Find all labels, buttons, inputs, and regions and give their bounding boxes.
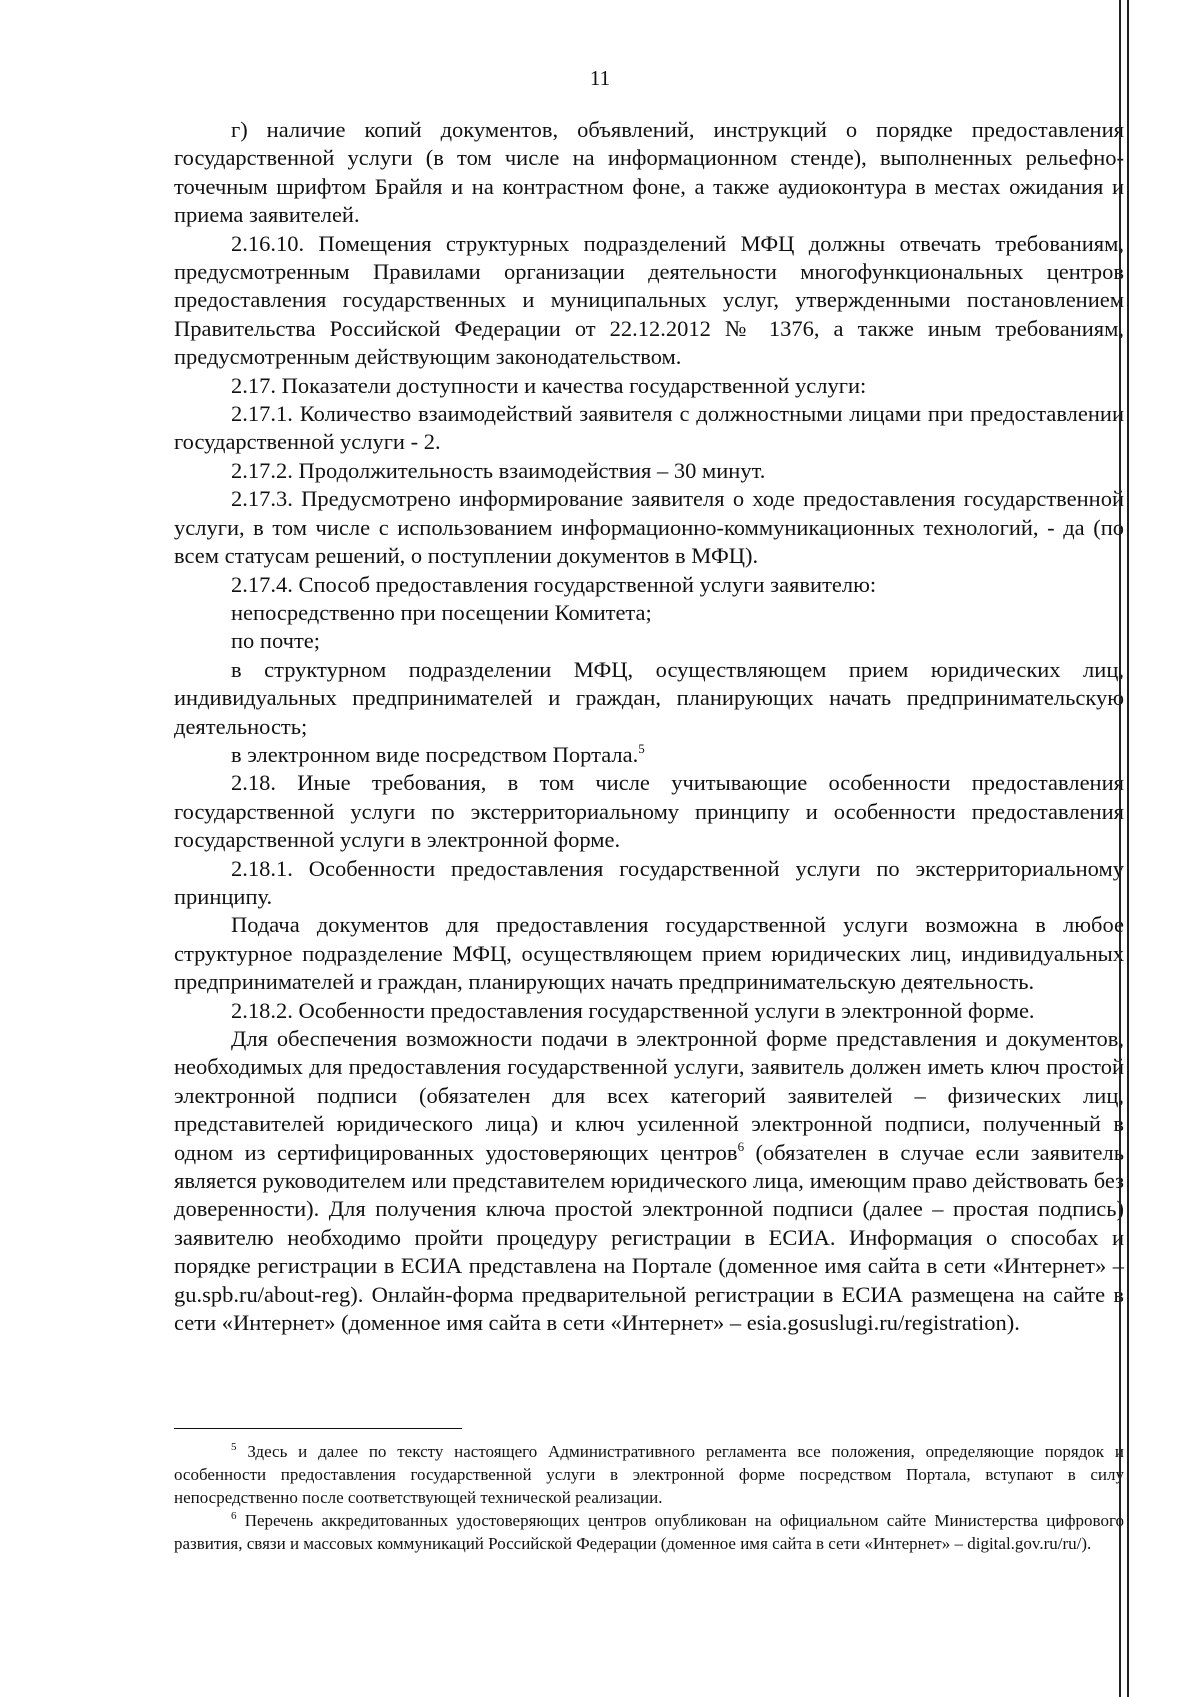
footnote-6-text: Перечень аккредитованных удостоверяющих центров опубликован на официальном сайте Министерства цифрового развития, связи и массовых коммуникаций Российской Федерации (доменное имя сайта в сети «Интернет» – digital.gov.ru/ru/). <box>174 1511 1124 1553</box>
list-item-mail: по почте; <box>231 628 321 654</box>
paragraph-2-18: 2.18. Иные требования, в том числе учитывающие особенности предоставления государственной услуги по экстерриториальному принципу и особенности предоставления государственной услуги в электронной форме. <box>174 770 1124 853</box>
footnote-6 <box>174 1509 1124 1555</box>
footnote-separator <box>174 1428 462 1429</box>
footnote-mark-5: 5 <box>231 1441 237 1453</box>
paragraph-2-17-4: 2.17.4. Способ предоставления государственной услуги заявителю: <box>231 571 877 597</box>
paragraph-2-17: 2.17. Показатели доступности и качества государственной услуги: <box>231 372 867 398</box>
footnote-5-text: Здесь и далее по тексту настоящего Административного регламента все положения, определяющие порядок и особенности предоставления государственной услуги в электронной форме посредством Портала, вступают в силу непосредственно после соответствующей технической реализации. <box>174 1442 1124 1507</box>
paragraph-electronic-signature-part-b: (обязателен в случае если заявитель является руководителем или представителем юридического лица, имеющим право действовать без доверенности). Для получения ключа простой электронной подписи (далее – простая подпись) заявителю необходимо пройти процедуру регистрации в ЕСИА. Информация о способах и порядке регистрации в ЕСИА представлена на Портале (доменное имя сайта в сети «Интернет» – gu.spb.ru/about-reg). Онлайн-форма предварительной регистрации в ЕСИА размещена на сайте в сети «Интернет» (доменное имя сайта в сети «Интернет» – esia.gosuslugi.ru/registration). <box>174 1139 1124 1336</box>
list-item-mfc: в структурном подразделении МФЦ, осуществляющем прием юридических лиц, индивидуальных предпринимателей и граждан, планирующих начать предпринимательскую деятельность; <box>174 656 1124 739</box>
paragraph-2-17-1: 2.17.1. Количество взаимодействий заявителя с должностными лицами при предоставлении государственной услуги - 2. <box>174 401 1124 455</box>
list-item-committee: непосредственно при посещении Комитета; <box>231 599 652 625</box>
paragraph-2-18-1: 2.18.1. Особенности предоставления государственной услуги по экстерриториальному принципу. <box>174 855 1124 909</box>
footnote-ref-5: 5 <box>638 740 645 756</box>
list-item-portal <box>174 741 1124 769</box>
page-number: 11 <box>589 66 611 90</box>
paragraph-2-16-10: 2.16.10. Помещения структурных подразделений МФЦ должны отвечать требованиям, предусмотренным Правилами организации деятельности многофункциональных центров предоставления государственных и муниципальных услуг, утвержденными постановлением Правительства Российской Федерации от 22.12.2012 № 1376, а также иным требованиям, предусмотренным действующим законодательством. <box>174 230 1124 370</box>
paragraph-electronic-signature-part-a: Для обеспечения возможности подачи в электронной форме представления и документов, необходимых для предоставления государственной услуги, заявитель должен иметь ключ простой электронной подписи (обязателен для всех категорий заявителей – физических лиц, представителей юридического лица) и ключ усиленной электронной подписи, полученный в одном из сертифицированных удостоверяющих центров <box>174 1026 1124 1165</box>
scan-edge-line-outer <box>1127 0 1129 1697</box>
footnotes <box>174 1440 1124 1555</box>
paragraph-electronic-signature <box>174 1025 1124 1337</box>
paragraph-2-17-2: 2.17.2. Продолжительность взаимодействия – 30 минут. <box>231 457 766 483</box>
footnote-ref-6: 6 <box>737 1138 745 1154</box>
paragraph-submission: Подача документов для предоставления государственной услуги возможна в любое структурное подразделение МФЦ, осуществляющем прием юридических лиц, индивидуальных предпринимателей и граждан, планирующих начать предпринимательскую деятельность. <box>174 912 1124 995</box>
footnote-mark-6: 6 <box>231 1510 237 1522</box>
paragraph-2-17-3: 2.17.3. Предусмотрено информирование заявителя о ходе предоставления государственной услуги, в том числе с использованием информационно-коммуникационных технологий, - да (по всем статусам решений, о поступлении документов в МФЦ). <box>174 486 1124 569</box>
scan-edge-line <box>1119 0 1121 1697</box>
paragraph-g: г) наличие копий документов, объявлений, инструкций о порядке предоставления государственной услуги (в том числе на информационном стенде), выполненных рельефно-точечным шрифтом Брайля и на контрастном фоне, а также аудиоконтура в местах ожидания и приема заявителей. <box>174 117 1124 228</box>
list-item-portal-text: в электронном виде посредством Портала. <box>231 741 639 767</box>
document-body <box>174 116 1124 1337</box>
paragraph-2-18-2: 2.18.2. Особенности предоставления государственной услуги в электронной форме. <box>231 997 1035 1023</box>
footnote-5 <box>174 1440 1124 1509</box>
